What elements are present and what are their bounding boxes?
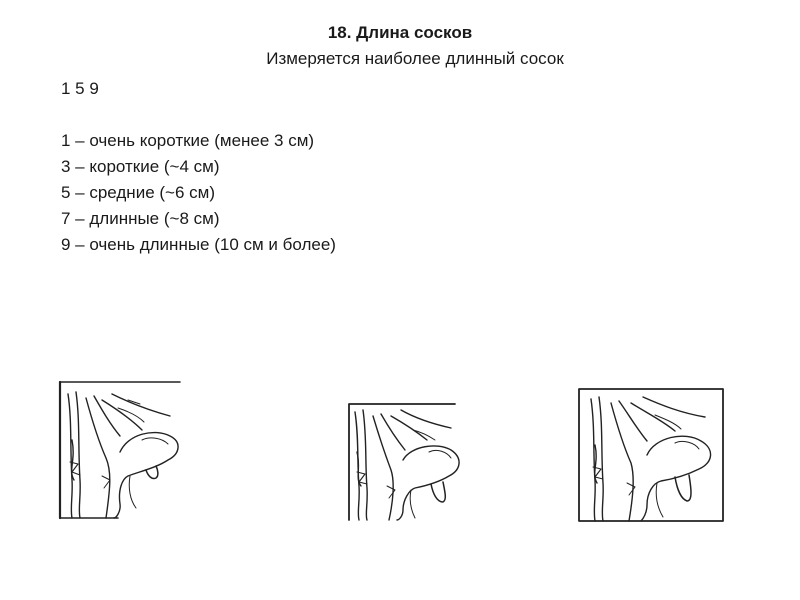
legend-item: 1 – очень короткие (менее 3 см) [61,131,315,150]
legend-item: 9 – очень длинные (10 см и более) [61,235,336,254]
legend-item: 3 – короткие (~4 см) [61,157,220,176]
short-teat-illustration-icon [58,380,183,520]
legend-item: 7 – длинные (~8 см) [61,209,220,228]
figure-long-teat [577,387,725,523]
page-subtitle: Измеряется наиболее длинный сосок [266,49,564,68]
figure-short-teat [58,380,183,520]
medium-teat-illustration-icon [347,402,467,522]
page-title: 18. Длина сосков [327,23,473,42]
legend-list [61,130,336,260]
figure-medium-teat [347,402,467,522]
scale-values: 1 5 9 [61,79,99,98]
long-teat-illustration-icon [577,387,725,523]
legend-item: 5 – средние (~6 см) [61,183,215,202]
